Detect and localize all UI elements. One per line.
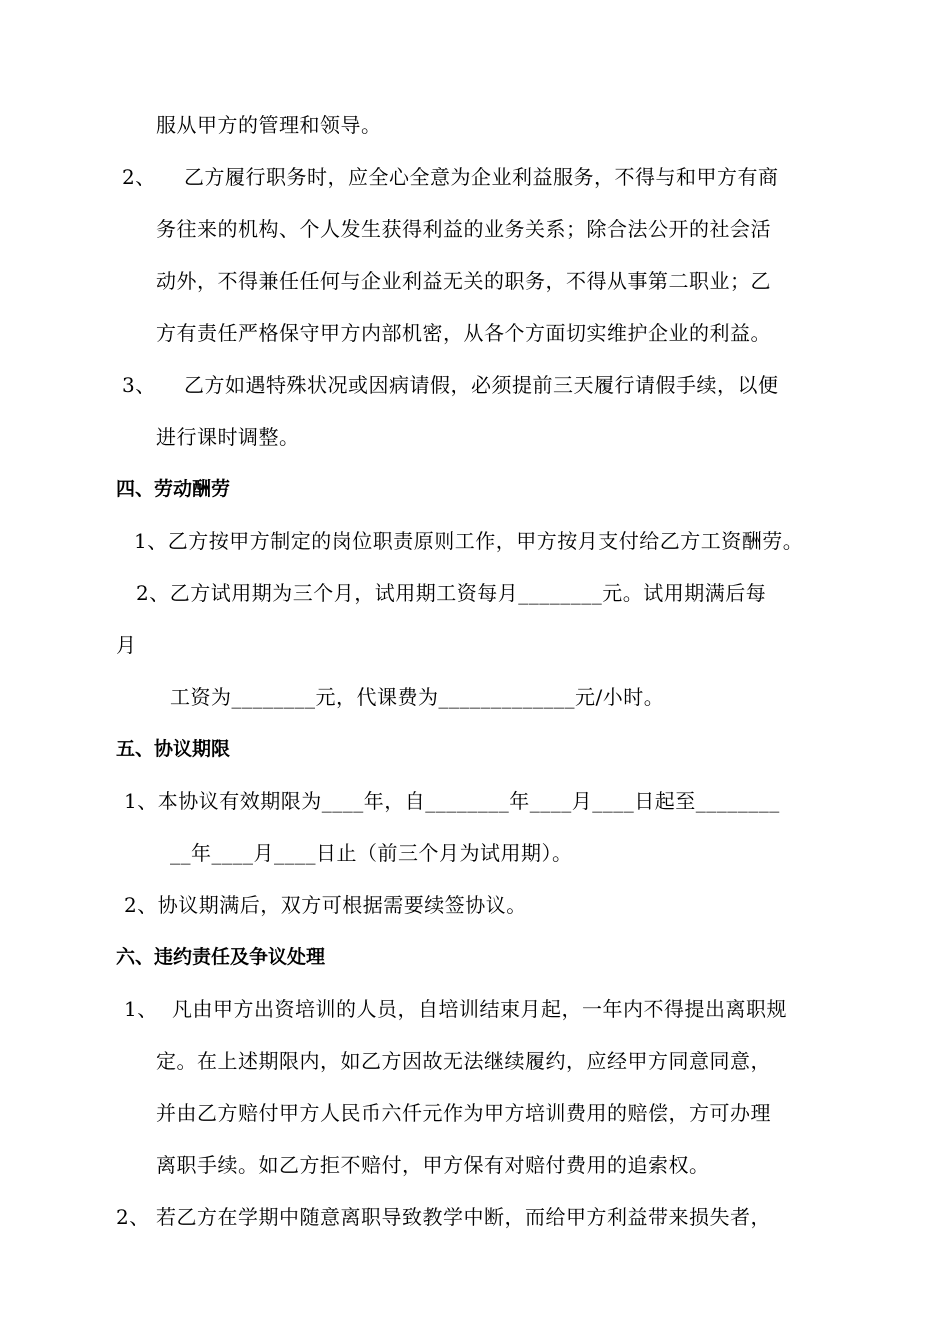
section-heading: 四、劳动酬劳 [116,478,231,500]
clause-line: 工资为________元，代课费为_____________元/小时。 [170,685,665,709]
clause-line: 离职手续。如乙方拒不赔付，甲方保有对赔付费用的追索权。 [156,1153,710,1177]
section-heading: 五、协议期限 [116,738,231,760]
clause-line: 1、本协议有效期限为____年，自________年____月____日起至________ [124,789,780,813]
clause-line: 1、乙方按甲方制定的岗位职责原则工作，甲方按月支付给乙方工资酬劳。 [134,529,804,553]
clause-line: 方有责任严格保守甲方内部机密，从各个方面切实维护企业的利益。 [156,321,771,345]
clause-line: 月 [116,633,137,657]
clause-line: 服从甲方的管理和领导。 [156,113,382,137]
clause-number: 3、 [122,373,156,397]
clause-line: 乙方履行职务时，应全心全意为企业利益服务，不得与和甲方有商 [184,165,779,189]
clause-number: 1、 [124,997,158,1021]
clause-line: 动外，不得兼任任何与企业利益无关的职务，不得从事第二职业；乙 [156,269,771,293]
clause-line: 务往来的机构、个人发生获得利益的业务关系；除合法公开的社会活 [156,217,771,241]
clause-line: 2、协议期满后，双方可根据需要续签协议。 [124,893,527,917]
clause-line: 乙方如遇特殊状况或因病请假，必须提前三天履行请假手续，以便 [184,373,779,397]
clause-line: __年____月____日止（前三个月为试用期）。 [170,841,573,865]
clause-line: 2、乙方试用期为三个月，试用期工资每月________元。试用期满后每 [136,581,767,605]
clause-number: 2、 [116,1205,150,1229]
clause-line: 并由乙方赔付甲方人民币六仟元作为甲方培训费用的赔偿，方可办理 [156,1101,771,1125]
clause-line: 进行课时调整。 [156,425,300,449]
clause-number: 2、 [122,165,156,189]
section-heading: 六、违约责任及争议处理 [116,946,326,968]
clause-line: 若乙方在学期中随意离职导致教学中断，而给甲方利益带来损失者， [156,1205,771,1229]
clause-line: 凡由甲方出资培训的人员，自培训结束月起，一年内不得提出离职规 [172,997,787,1021]
clause-line: 定。在上述期限内，如乙方因故无法继续履约，应经甲方同意同意， [156,1049,771,1073]
